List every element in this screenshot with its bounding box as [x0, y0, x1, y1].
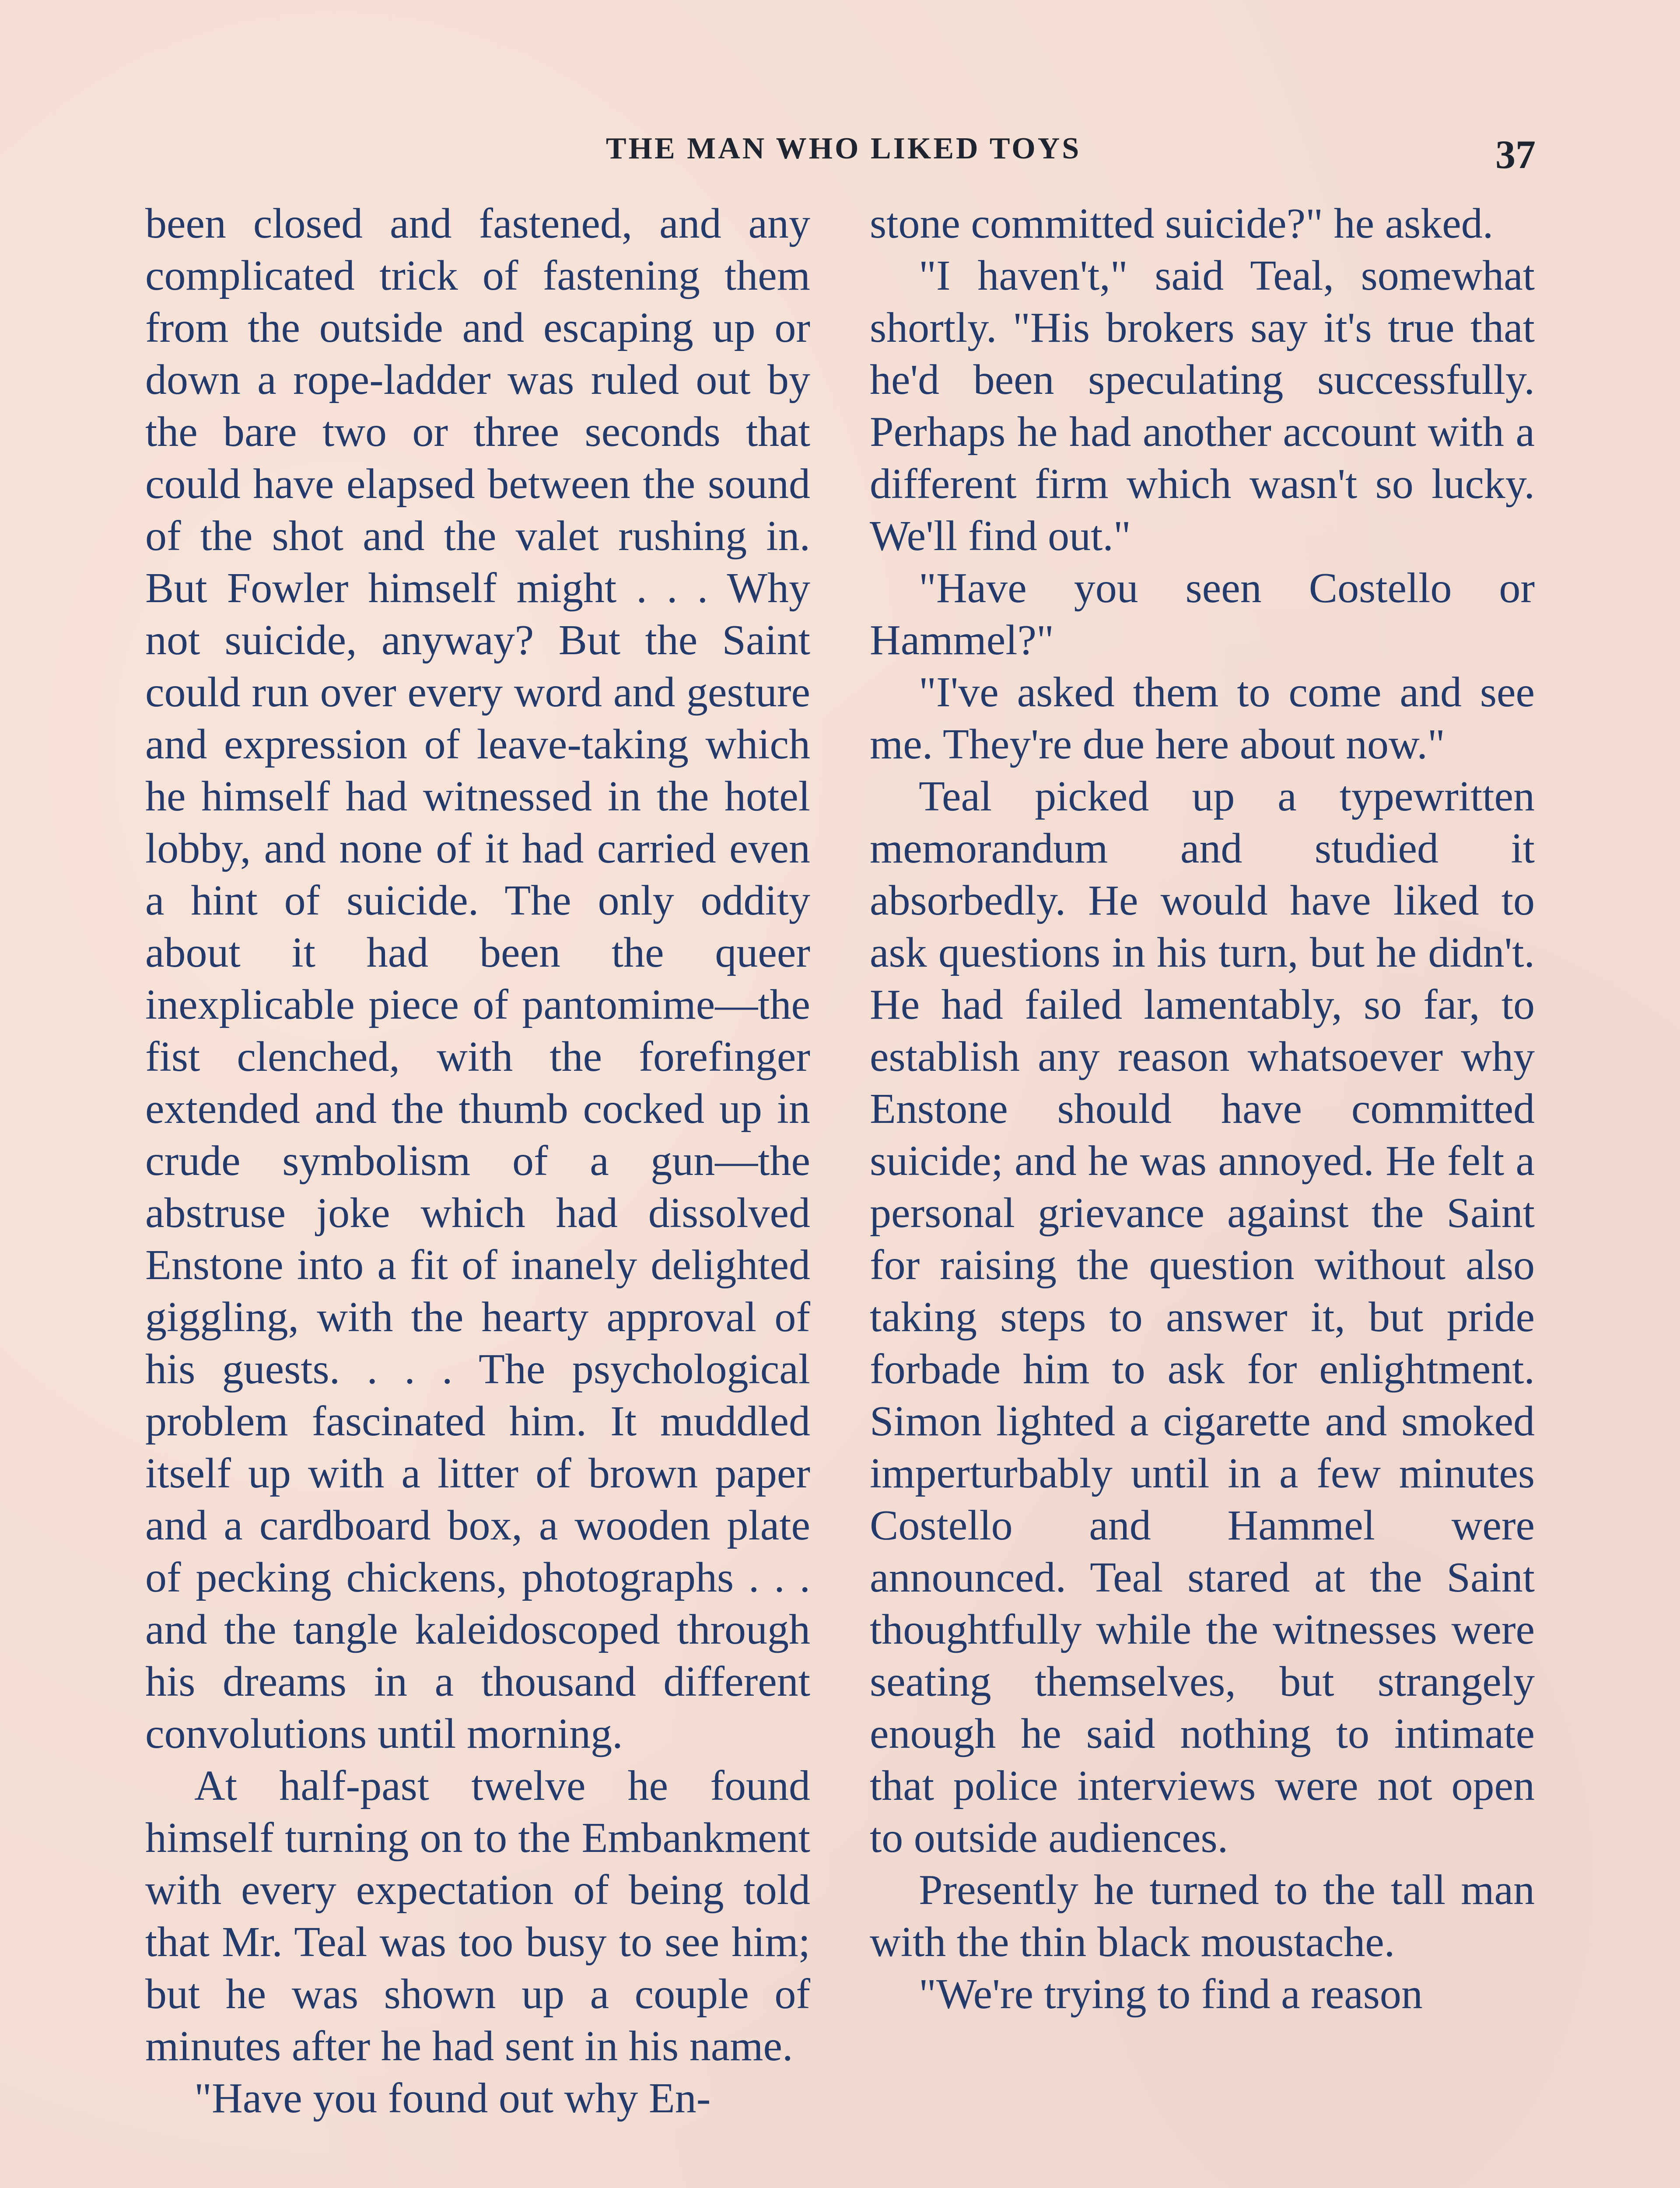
paragraph: stone committed suicide?" he asked.: [870, 200, 1494, 247]
paragraph: "We're trying to find a reason: [919, 1971, 1423, 2018]
paragraph: At half-past twelve he found himself turning on to the Embankment with every expectation of being told that Mr. Teal was too busy to see him; but he was shown up a couple of minutes after he had sent in his name.: [145, 1762, 810, 2070]
paragraph: Teal picked up a typewritten memorandum and studied it absorbedly. He would have liked to ask questions in his turn, but he didn't. He had failed lamentably, so far, to establish any reason whatsoever why Enstone should have committed suicide; and he was annoyed. He felt a personal grievance against the Saint for raising the question without also taking steps to answer it, but pride forbade him to ask for enlightment. Simon lighted a cigarette and smoked imperturbably until in a few minutes Costello and Hammel were announced. Teal stared at the Saint thoughtfully while the witnesses were seating themselves, but strangely enough he said nothing to intimate that police interviews were not open to outside audiences.: [870, 773, 1535, 1862]
paragraph: "I've asked them to come and see me. They're due here about now.": [870, 669, 1535, 768]
page-number: 37: [1495, 132, 1536, 177]
paragraph: "Have you seen Costello or Hammel?": [870, 565, 1535, 664]
paragraph: Presently he turned to the tall man with the thin black moustache.: [870, 1866, 1535, 1966]
paragraph: "Have you found out why En-: [194, 2075, 711, 2122]
paragraph: "I haven't," said Teal, somewhat shortly. "His brokers say it's true that he'd been speculating successfully. Perhaps he had another account with a different firm which wasn't so lucky. We'll find out.": [870, 252, 1535, 560]
running-title: THE MAN WHO LIKED TOYS: [606, 132, 1082, 165]
paragraph: been closed and fastened, and any complicated trick of fastening them from the outside and escaping up or down a rope-ladder was ruled out by the bare two or three seconds that could have elapsed between the sound of the shot and the valet rushing in. But Fowler himself might . . . Why not suicide, anyway? But the Saint could run over every word and gesture and expression of leave-taking which he himself had witnessed in the hotel lobby, and none of it had carried even a hint of suicide. The only oddity about it had been the queer inexplicable piece of pantomime—the fist clenched, with the forefinger extended and the thumb cocked up in crude symbolism of a gun—the abstruse joke which had dissolved Enstone into a fit of inanely delighted giggling, with the hearty approval of his guests. . . . The psychological problem fascinated him. It muddled itself up with a litter of brown paper and a cardboard box, a wooden plate of pecking chickens, photographs . . . and the tangle kaleidoscoped through his dreams in a thousand different convolutions until morning.: [145, 200, 810, 1757]
left-text-column: [145, 198, 810, 2125]
right-text-column: [870, 198, 1535, 2020]
